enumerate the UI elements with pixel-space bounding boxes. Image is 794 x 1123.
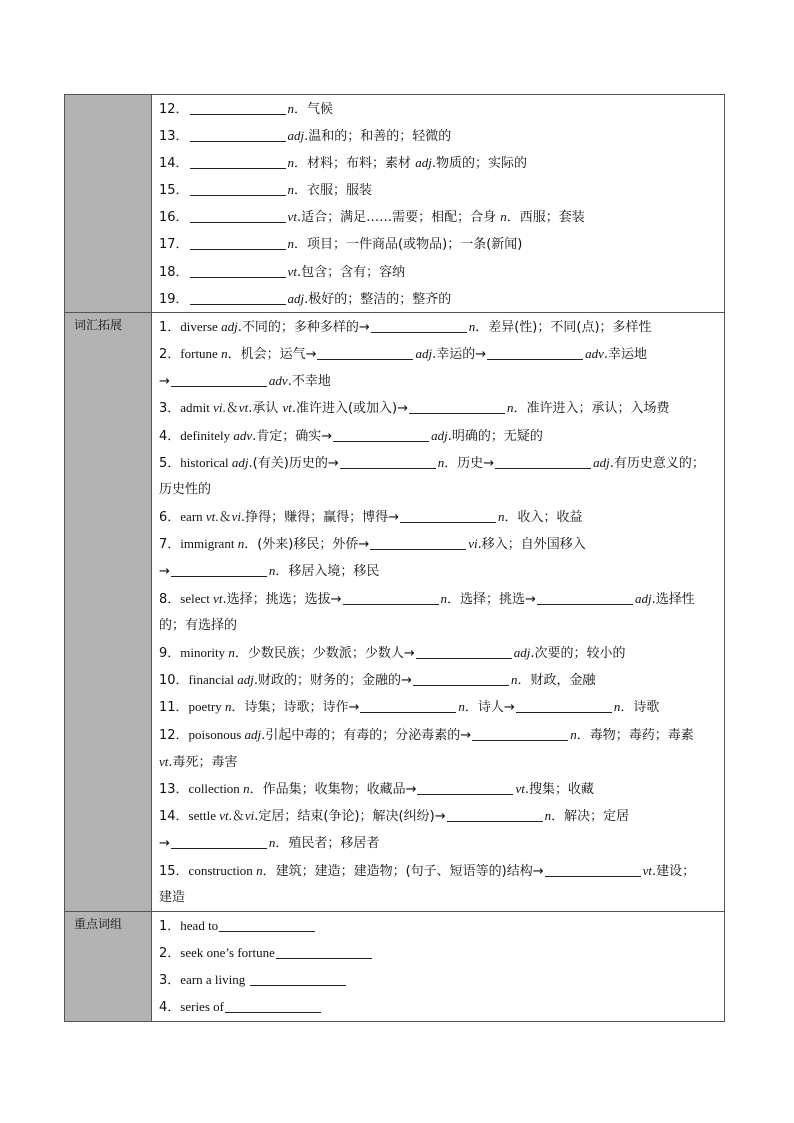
answer-blank (487, 345, 583, 360)
chinese-text: ．毒物；毒药；毒素 (576, 727, 694, 743)
chinese-text: .适合；满足……需要；相配；合身 (296, 210, 501, 226)
item-number: 5． (159, 455, 181, 471)
section-label: 词汇拓展 (74, 317, 123, 332)
list-item (159, 422, 718, 449)
answer-blank (472, 726, 568, 741)
chinese-text: .移入；自外国移入 (477, 537, 586, 553)
chinese-text: .明确的；无疑的 (447, 428, 543, 444)
english-term: seek one’s fortune (180, 945, 275, 961)
list-item (159, 748, 718, 775)
english-term: .＆ (228, 808, 245, 824)
part-of-speech: adv (268, 373, 288, 389)
chinese-text: ．少数民族；少数派；少数人→ (234, 646, 415, 661)
part-of-speech: adj (634, 590, 652, 606)
chinese-text: ．诗歌 (620, 700, 660, 716)
chinese-text: ．诗集；诗歌；诗作→ (231, 700, 360, 716)
english-term: earn (180, 509, 206, 525)
answer-blank (276, 944, 372, 959)
part-of-speech: vt (282, 400, 292, 416)
answer-blank (400, 508, 496, 523)
part-of-speech: adj (231, 454, 249, 470)
item-number: 1． (159, 918, 181, 934)
chinese-text: ．诗人→ (464, 700, 515, 716)
item-number: 18． (159, 264, 189, 280)
part-of-speech: n (468, 318, 476, 334)
english-term: admit (180, 400, 214, 416)
item-number: 6． (159, 510, 181, 526)
english-term: settle (188, 808, 220, 824)
part-of-speech: vt (219, 808, 229, 824)
item-number: 2． (159, 946, 181, 962)
english-term: construction (188, 862, 257, 878)
chinese-text: .建设； (652, 863, 696, 879)
part-of-speech: adj (287, 128, 305, 144)
answer-blank (171, 562, 267, 577)
answer-blank (413, 671, 509, 686)
english-term: historical (180, 454, 232, 470)
part-of-speech: n (228, 645, 235, 660)
answer-blank (250, 971, 346, 986)
chinese-text: .有历史意义的； (609, 455, 705, 471)
vocabulary-table (64, 94, 725, 1022)
chinese-text: ．解决；定居 (551, 809, 630, 825)
part-of-speech: vt (213, 590, 223, 606)
english-term: poetry (188, 699, 226, 715)
part-of-speech: n (237, 536, 245, 552)
answer-blank (371, 318, 467, 333)
part-of-speech: n (437, 454, 445, 470)
english-term: immigrant (180, 536, 238, 552)
chinese-text: .承认 (248, 401, 283, 417)
chinese-text: ．材料；布料；素材 (294, 156, 416, 172)
english-term: diverse (180, 318, 222, 334)
chinese-text: .定居；结束(争论)；解决(纠纷)→ (254, 809, 446, 825)
part-of-speech: adj (593, 454, 610, 470)
list-item (159, 122, 718, 149)
item-number: 13． (159, 781, 189, 797)
item-number: 14． (159, 156, 189, 172)
list-item (159, 912, 718, 939)
chinese-text: .(有关)历史的→ (248, 455, 339, 471)
item-number: 19． (159, 291, 189, 307)
answer-blank (545, 862, 641, 877)
item-number: 13． (159, 129, 189, 145)
chinese-text: ．气候 (294, 102, 334, 117)
list-item (159, 939, 718, 966)
part-of-speech: vt (642, 862, 652, 878)
chinese-text: .不同的；多种多样的→ (237, 319, 370, 335)
english-term: collection (188, 780, 244, 796)
list-item (159, 585, 718, 612)
part-of-speech: vi (244, 808, 255, 824)
part-of-speech: n (221, 345, 228, 361)
chinese-text: ．准许进入；承认；入场费 (513, 401, 670, 417)
answer-blank (447, 807, 543, 822)
item-number: 11． (159, 700, 189, 716)
chinese-text: .毒死；毒害 (168, 754, 238, 770)
part-of-speech: n (497, 509, 505, 525)
answer-blank (333, 427, 429, 442)
answer-blank (516, 698, 612, 713)
chinese-text: .肯定；确实→ (252, 428, 333, 444)
section-content-cell (152, 95, 725, 313)
part-of-speech: n (500, 209, 507, 225)
answer-blank (190, 235, 286, 250)
list-item (159, 503, 718, 530)
answer-blank (370, 535, 466, 550)
chinese-text: ．殖民者；移居者 (275, 836, 380, 852)
part-of-speech: vt (287, 209, 297, 225)
answer-blank (219, 917, 315, 932)
answer-blank (190, 100, 286, 115)
part-of-speech: adv (233, 427, 253, 443)
item-number: 16． (159, 210, 189, 226)
english-term: head to (180, 917, 219, 933)
chinese-text: ．机会；运气→ (227, 346, 317, 362)
part-of-speech: adj (415, 155, 432, 171)
chinese-text: .准许进入(或加入)→ (291, 401, 409, 417)
list-item (159, 530, 718, 557)
chinese-text: 的；有选择的 (159, 617, 238, 633)
list-item (159, 449, 718, 476)
chinese-text: .包含；含有；容纳 (296, 264, 406, 280)
list-item (159, 557, 718, 584)
chinese-text: .次要的；较小的 (530, 646, 626, 661)
part-of-speech: adj (513, 645, 531, 660)
list-item (159, 149, 718, 176)
part-of-speech: n (440, 590, 448, 606)
item-number: 14． (159, 809, 189, 825)
chinese-text: .搜集；收藏 (524, 781, 594, 797)
chinese-text: ．(外来)移民；外侨→ (244, 537, 370, 553)
section-label-cell (65, 312, 152, 911)
english-term: earn a living (180, 972, 249, 988)
chinese-text: ．衣服；服装 (294, 183, 373, 199)
list-item (159, 639, 718, 666)
part-of-speech: n (287, 101, 295, 116)
item-number: 9． (159, 646, 181, 661)
part-of-speech: adv (585, 345, 604, 361)
part-of-speech: n (256, 862, 263, 878)
english-term: .＆ (215, 509, 232, 525)
chinese-text: .引起中毒的；有毒的；分泌毒素的→ (261, 727, 472, 743)
answer-blank (190, 181, 286, 196)
section-label (65, 95, 151, 99)
part-of-speech: adj (244, 726, 262, 742)
english-term: minority (180, 645, 229, 660)
item-number: 2． (159, 346, 181, 362)
item-number: 10． (159, 673, 189, 689)
item-number: 1． (159, 319, 181, 335)
part-of-speech: adj (431, 427, 448, 443)
chinese-text: .物质的；实际的 (431, 156, 527, 172)
section-row-key-phrases (65, 911, 725, 1021)
answer-blank (190, 263, 286, 278)
part-of-speech: n (570, 726, 577, 742)
answer-blank (171, 372, 267, 387)
answer-blank (190, 290, 286, 305)
part-of-speech: adj (237, 672, 254, 688)
list-item (159, 775, 718, 802)
section-label: 重点词组 (74, 916, 123, 931)
item-number: 12． (159, 727, 189, 743)
item-number: 3． (159, 401, 181, 417)
part-of-speech: n (507, 400, 514, 416)
part-of-speech: n (510, 672, 518, 688)
list-item (159, 95, 718, 122)
chinese-text: .幸运的→ (432, 346, 487, 362)
chinese-text: → (159, 374, 170, 390)
part-of-speech: adj (287, 290, 305, 306)
list-item (159, 966, 718, 993)
list-item (159, 203, 718, 230)
list-item (159, 176, 718, 203)
english-term: poisonous (188, 726, 245, 742)
chinese-text: .温和的；和善的；轻微的 (304, 129, 452, 145)
chinese-text: ．差异(性)；不同(点)；多样性 (475, 319, 652, 335)
answer-blank (190, 127, 286, 142)
item-number: 4． (159, 428, 181, 444)
list-item (159, 993, 718, 1020)
part-of-speech: n (287, 182, 295, 198)
item-number: 15． (159, 863, 189, 879)
item-number: 8． (159, 591, 181, 607)
chinese-text: ．建筑；建造；建造物；(句子、短语等的)结构→ (262, 863, 544, 879)
section-row-vocabulary-extension (65, 312, 725, 911)
chinese-text: → (159, 836, 170, 852)
item-number: 3． (159, 973, 181, 989)
chinese-text: ．作品集；收集物；收藏品→ (249, 781, 417, 797)
list-item (159, 721, 718, 748)
chinese-text: .选择；挑选；选拔→ (222, 591, 342, 607)
english-term: financial (188, 672, 238, 688)
chinese-text: ．选择；挑选→ (447, 591, 536, 607)
answer-blank (343, 590, 439, 605)
list-item (159, 476, 718, 503)
chinese-text: ．西服；套装 (506, 210, 585, 226)
chinese-text: ．历史→ (444, 455, 495, 471)
chinese-text: .幸运地 (603, 346, 648, 362)
list-item (159, 258, 718, 285)
chinese-text: → (159, 564, 170, 580)
answer-blank (537, 590, 633, 605)
item-number: 15． (159, 183, 189, 199)
part-of-speech: vt (515, 780, 525, 796)
list-item (159, 802, 718, 829)
answer-blank (171, 834, 267, 849)
chinese-text: .不幸地 (287, 374, 331, 390)
list-item (159, 612, 718, 639)
answer-blank (360, 698, 456, 713)
english-term: definitely (180, 427, 234, 443)
section-label-cell (65, 911, 152, 1021)
list-item (159, 693, 718, 720)
part-of-speech: vt (205, 509, 216, 525)
answer-blank (417, 780, 513, 795)
chinese-text: .极好的；整洁的；整齐的 (304, 291, 452, 307)
answer-blank (190, 154, 286, 169)
list-item (159, 666, 718, 693)
part-of-speech: n (613, 699, 621, 715)
part-of-speech: n (243, 780, 250, 796)
section-row-vocabulary-list (65, 95, 725, 313)
part-of-speech: n (544, 808, 552, 824)
chinese-text: .选择性 (651, 591, 695, 607)
chinese-text: ．移居入境；移民 (275, 564, 380, 580)
part-of-speech: n (287, 236, 295, 252)
answer-blank (495, 454, 591, 469)
list-item (159, 394, 718, 421)
part-of-speech: n (268, 835, 276, 851)
chinese-text: 建造 (159, 889, 186, 905)
answer-blank (416, 644, 512, 659)
section-content-cell (152, 312, 725, 911)
part-of-speech: vt (238, 400, 249, 416)
part-of-speech: n (458, 699, 465, 715)
part-of-speech: vt (287, 263, 297, 279)
chinese-text: ．收入；收益 (504, 510, 583, 526)
english-term: select (180, 590, 214, 606)
english-term: series of (180, 999, 224, 1015)
part-of-speech: adj (415, 345, 433, 361)
list-item (159, 285, 718, 312)
item-number: 12． (159, 102, 189, 117)
part-of-speech: vi (231, 509, 241, 525)
item-number: 17． (159, 237, 189, 253)
list-item (159, 367, 718, 394)
list-item (159, 230, 718, 257)
part-of-speech: adj (221, 318, 238, 334)
chinese-text: 历史性的 (159, 481, 212, 497)
english-term: fortune (180, 345, 222, 361)
part-of-speech: n (225, 699, 232, 715)
item-number: 7． (159, 537, 181, 553)
chinese-text: .财政的；财务的；金融的→ (253, 673, 412, 689)
list-item (159, 829, 718, 856)
list-item (159, 340, 718, 367)
answer-blank (225, 998, 321, 1013)
part-of-speech: n (287, 155, 295, 171)
part-of-speech: vt (159, 753, 169, 769)
answer-blank (340, 454, 436, 469)
part-of-speech: n (268, 563, 276, 579)
list-item (159, 857, 718, 884)
part-of-speech: vi (468, 536, 478, 552)
answer-blank (409, 399, 505, 414)
chinese-text: .挣得；赚得；赢得；博得→ (240, 510, 399, 526)
english-term: .＆ (222, 400, 239, 416)
chinese-text: ．财政，金融 (517, 673, 596, 689)
list-item (159, 884, 718, 911)
chinese-text: ．项目；一件商品(或物品)；一条(新闻) (294, 237, 523, 253)
section-label-cell (65, 95, 152, 313)
part-of-speech: vi (213, 400, 223, 416)
list-item (159, 313, 718, 340)
answer-blank (317, 345, 413, 360)
section-content-cell (152, 911, 725, 1021)
answer-blank (190, 208, 286, 223)
item-number: 4． (159, 1000, 181, 1016)
